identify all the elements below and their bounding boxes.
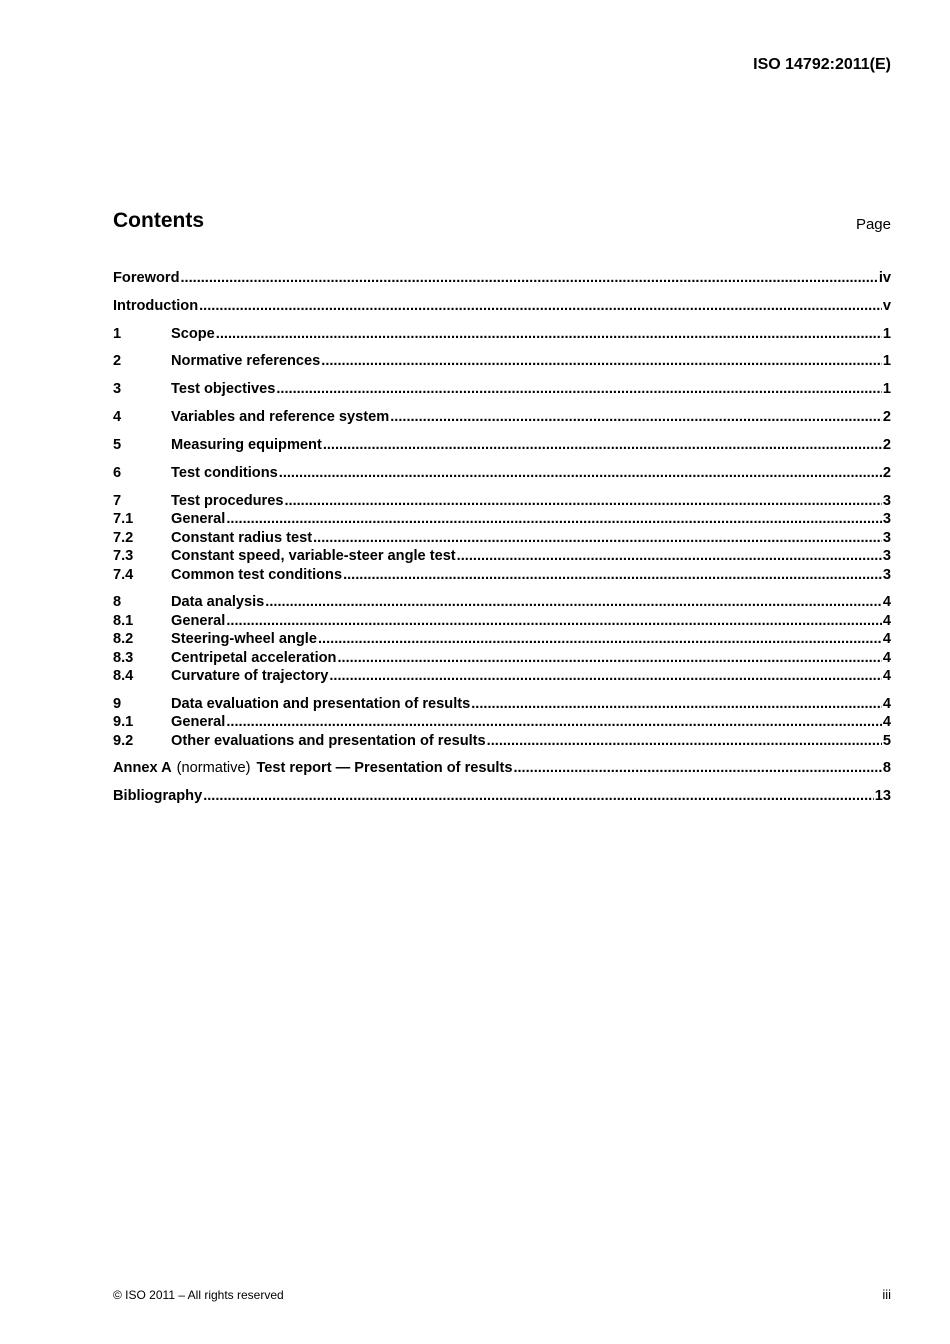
toc-entry-title: Measuring equipment <box>171 437 322 453</box>
toc-entry-page: 4 <box>882 668 891 684</box>
toc-entry-4[interactable] <box>113 409 891 428</box>
toc-entry-9[interactable] <box>113 696 891 715</box>
toc-entry-title: Curvature of trajectory <box>171 668 329 684</box>
toc-entry-page: 1 <box>882 381 891 397</box>
toc-entry-title: Data evaluation and presentation of results <box>171 696 471 712</box>
toc-entry-7-4[interactable] <box>113 567 891 586</box>
toc-leader-dots <box>265 594 882 610</box>
toc-entry-8-4[interactable] <box>113 668 891 687</box>
toc-entry-title: Test conditions <box>171 465 278 481</box>
toc-entry-page: 4 <box>882 594 891 610</box>
toc-leader-dots <box>279 465 882 481</box>
toc-entry-number: 9.2 <box>113 733 134 749</box>
toc-entry-title: General <box>171 511 226 527</box>
toc-entry-page: 3 <box>882 530 891 546</box>
toc-entry-page: 1 <box>882 326 891 342</box>
toc-entry-title: Bibliography <box>113 788 203 804</box>
toc-entry-title: Normative references <box>171 353 321 369</box>
toc-entry-8-3[interactable] <box>113 650 891 669</box>
toc-leader-dots <box>323 437 882 453</box>
toc-entry-page: 8 <box>882 760 891 776</box>
toc-entry-page: 5 <box>882 733 891 749</box>
toc-entry-title: Test objectives <box>171 381 276 397</box>
toc-entry-6[interactable] <box>113 465 891 484</box>
toc-leader-dots <box>318 631 882 647</box>
toc-leader-dots <box>337 650 881 666</box>
toc-entry-title: Foreword <box>113 270 180 286</box>
toc-entry-title: Data analysis <box>171 594 265 610</box>
toc-entry-title: Test report — Presentation of results <box>256 760 513 776</box>
toc-entry-3[interactable] <box>113 381 891 400</box>
toc-leader-dots <box>180 270 877 286</box>
toc-entry-title: Common test conditions <box>171 567 343 583</box>
toc-entry-page: 4 <box>882 714 891 730</box>
toc-entry-number: 8 <box>113 594 122 610</box>
toc-entry-page: 2 <box>882 409 891 425</box>
toc-entry-page: 4 <box>882 650 891 666</box>
toc-entry-9-1[interactable] <box>113 714 891 733</box>
toc-leader-dots <box>390 409 882 425</box>
toc-entry-bibliography[interactable] <box>113 788 891 807</box>
toc-entry-number: 9.1 <box>113 714 134 730</box>
toc-leader-dots <box>313 530 882 546</box>
toc-entry-number: 7.1 <box>113 511 134 527</box>
toc-leader-dots <box>284 493 881 509</box>
toc-entry-page: 1 <box>882 353 891 369</box>
page-column-label: Page <box>855 216 891 233</box>
toc-entry-page: 13 <box>874 788 891 804</box>
toc-entry-title: General <box>171 613 226 629</box>
toc-entry-title: General <box>171 714 226 730</box>
toc-entry-number: 4 <box>113 409 122 425</box>
toc-entry-title: Steering-wheel angle <box>171 631 317 647</box>
toc-entry-page: 4 <box>882 613 891 629</box>
toc-entry-9-2[interactable] <box>113 733 891 752</box>
toc-leader-dots <box>226 511 882 527</box>
toc-entry-page: 4 <box>882 631 891 647</box>
toc-entry-8-1[interactable] <box>113 613 891 632</box>
toc-entry-introduction[interactable] <box>113 298 891 317</box>
toc-entry-number: 6 <box>113 465 122 481</box>
toc-entry-title: Centripetal acceleration <box>171 650 337 666</box>
toc-entry-number: 7.2 <box>113 530 134 546</box>
toc-entry-page: 3 <box>882 493 891 509</box>
toc-leader-dots <box>471 696 882 712</box>
toc-entry-number: 7 <box>113 493 122 509</box>
toc-leader-dots <box>457 548 882 564</box>
toc-entry-number: 8.2 <box>113 631 134 647</box>
toc-leader-dots <box>199 298 882 314</box>
toc-entry-number: 8.1 <box>113 613 134 629</box>
toc-entry-number: 1 <box>113 326 122 342</box>
toc-entry-number: 8.4 <box>113 668 134 684</box>
toc-entry-5[interactable] <box>113 437 891 456</box>
toc-entry-title: Scope <box>171 326 215 342</box>
toc-entry-page: 2 <box>882 437 891 453</box>
toc-leader-dots <box>203 788 874 804</box>
footer-page-number: iii <box>882 1287 891 1302</box>
toc-entry-title: Introduction <box>113 298 199 314</box>
toc-entry-title: Constant radius test <box>171 530 313 546</box>
toc-leader-dots <box>487 733 882 749</box>
toc-entry-number: 9 <box>113 696 122 712</box>
toc-leader-dots <box>329 668 882 684</box>
toc-entry-number: 8.3 <box>113 650 134 666</box>
toc-leader-dots <box>226 714 882 730</box>
toc-entry-page: 3 <box>882 567 891 583</box>
toc-leader-dots <box>513 760 881 776</box>
toc-entry-title: Constant speed, variable-steer angle test <box>171 548 456 564</box>
toc-entry-page: iv <box>878 270 891 286</box>
toc-entry-7-3[interactable] <box>113 548 891 567</box>
toc-entry-7-1[interactable] <box>113 511 891 530</box>
toc-leader-dots <box>343 567 882 583</box>
toc-entry-number: 7.3 <box>113 548 134 564</box>
toc-entry-number: 7.4 <box>113 567 134 583</box>
toc-entry-number: 3 <box>113 381 122 397</box>
toc-entry-number: 5 <box>113 437 122 453</box>
toc-leader-dots <box>321 353 882 369</box>
contents-heading: Contents <box>113 209 204 232</box>
toc-entry-page: v <box>882 298 891 314</box>
toc-entry-foreword[interactable] <box>113 270 891 289</box>
toc-entry-8[interactable] <box>113 594 891 613</box>
toc-entry-title: Variables and reference system <box>171 409 390 425</box>
toc-annex-label: Annex A <box>113 760 172 776</box>
toc-annex-note: (normative) <box>176 760 251 776</box>
toc-entry-1[interactable] <box>113 326 891 345</box>
toc-entry-7[interactable] <box>113 493 891 512</box>
toc-entry-page: 4 <box>882 696 891 712</box>
document-header-code: ISO 14792:2011(E) <box>753 56 891 73</box>
toc-entry-number: 2 <box>113 353 122 369</box>
toc-leader-dots <box>216 326 882 342</box>
toc-entry-page: 3 <box>882 511 891 527</box>
toc-entry-2[interactable] <box>113 353 891 372</box>
toc-entry-8-2[interactable] <box>113 631 891 650</box>
toc-leader-dots <box>276 381 882 397</box>
toc-entry-title: Other evaluations and presentation of results <box>171 733 486 749</box>
toc-entry-page: 3 <box>882 548 891 564</box>
toc-entry-page: 2 <box>882 465 891 481</box>
footer-copyright: © ISO 2011 – All rights reserved <box>113 1288 284 1302</box>
toc-entry-title: Test procedures <box>171 493 284 509</box>
toc-entry-annex-a[interactable] <box>113 760 891 779</box>
toc-entry-7-2[interactable] <box>113 530 891 549</box>
toc-leader-dots <box>226 613 882 629</box>
